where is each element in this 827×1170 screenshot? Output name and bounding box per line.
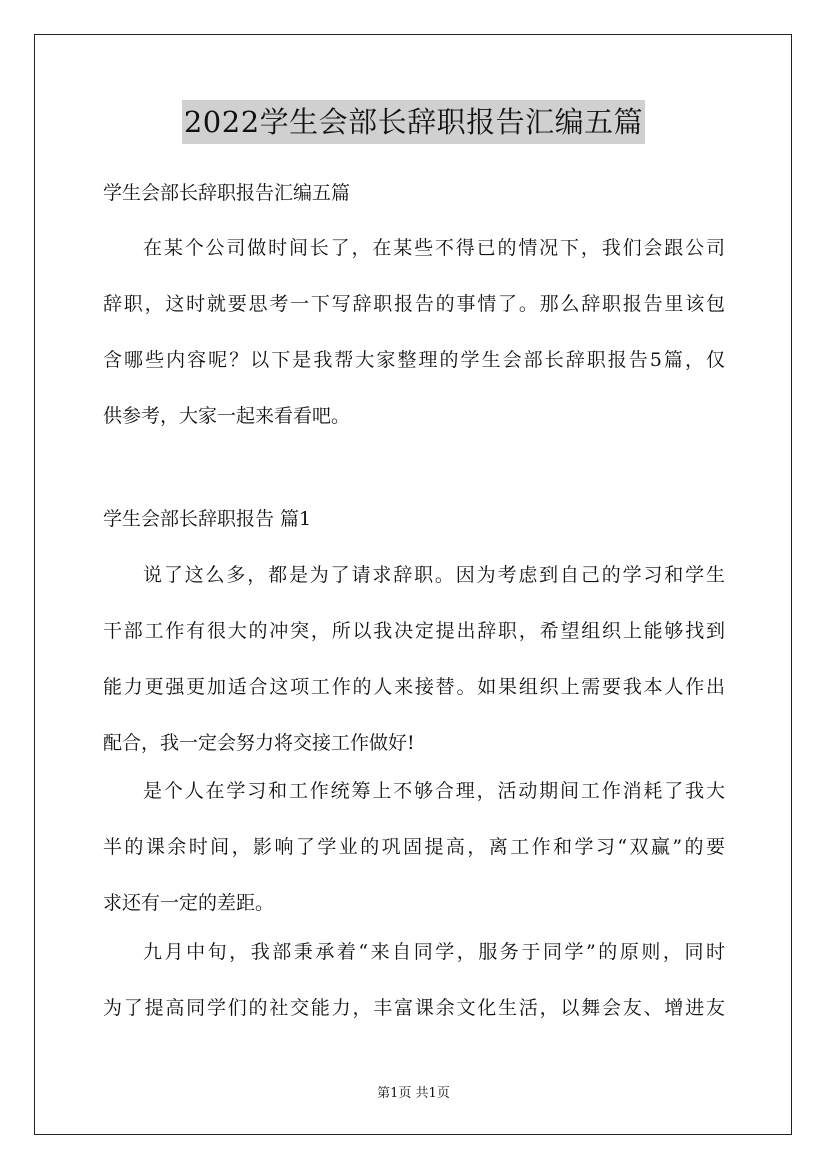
section-heading-block	[103, 491, 725, 547]
paragraph-line: 是个人在学习和工作统筹上不够合理，活动期间工作消耗了我大	[143, 780, 725, 802]
title-wrap	[0, 100, 827, 144]
paragraph-line: 半的课余时间，影响了学业的巩固提高，离工作和学习“双赢”的要	[103, 836, 725, 858]
paragraph-2	[103, 763, 725, 931]
subtitle-block	[103, 165, 725, 221]
document-subtitle: 学生会部长辞职报告汇编五篇	[103, 182, 351, 204]
paragraph-3	[103, 924, 725, 1036]
paragraph-line: 辞职，这时就要思考一下写辞职报告的事情了。那么辞职报告里该包	[103, 293, 725, 315]
paragraph-line: 干部工作有很大的冲突，所以我决定提出辞职，希望组织上能够找到	[103, 620, 725, 642]
paragraph-line: 求还有一定的差距。	[103, 892, 275, 914]
paragraph-line: 为了提高同学们的社交能力，丰富课余文化生活，以舞会友、增进友	[103, 997, 725, 1019]
paragraph-line: 九月中旬，我部秉承着“来自同学，服务于同学”的原则，同时	[143, 941, 725, 963]
paragraph-line: 说了这么多，都是为了请求辞职。因为考虑到自己的学习和学生	[143, 564, 725, 586]
paragraph-line: 供参考，大家一起来看看吧。	[103, 405, 351, 427]
paragraph-line: 能力更强更加适合这项工作的人来接替。如果组织上需要我本人作出	[103, 676, 725, 698]
paragraph-line: 在某个公司做时间长了，在某些不得已的情况下，我们会跟公司	[143, 237, 725, 259]
paragraph-line: 配合，我一定会努力将交接工作做好!	[103, 732, 415, 754]
page-footer: 第1页 共1页	[377, 1086, 450, 1101]
paragraph-1	[103, 547, 725, 771]
document-title: 2022学生会部长辞职报告汇编五篇	[182, 100, 645, 144]
intro-paragraph	[103, 220, 725, 444]
paragraph-line: 含哪些内容呢？以下是我帮大家整理的学生会部长辞职报告5篇，仅	[103, 349, 725, 371]
section-heading: 学生会部长辞职报告 篇1	[103, 508, 312, 530]
